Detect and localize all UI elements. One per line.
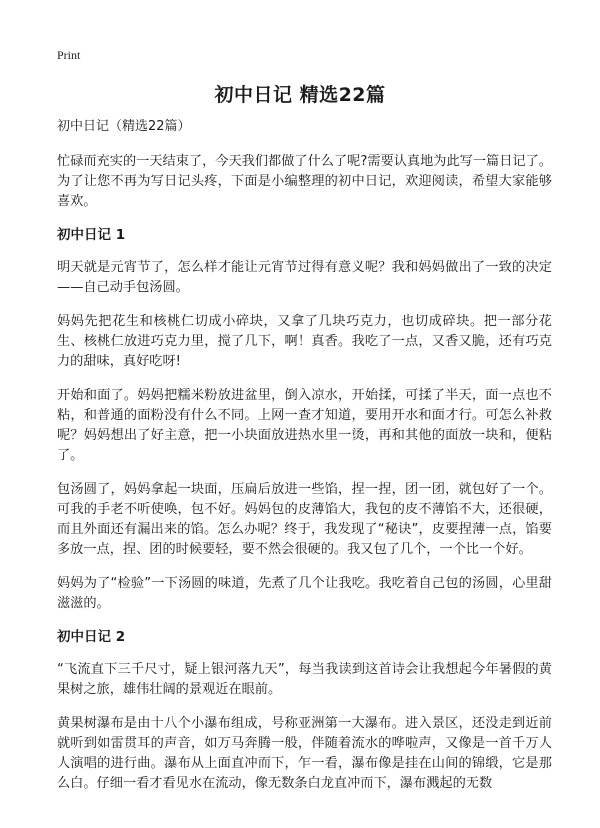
section-heading: 初中日记 2 <box>57 629 126 645</box>
diary-section-2 <box>57 628 552 794</box>
paragraph: 包汤圆了，妈妈拿起一块面，压扁后放进一些馅，捏一捏，团一团，就包好了一个。可我的手老不听使唤，包不好。妈妈包的皮薄馅大，我包的皮不薄馅不大，还很硬，而且外面还有漏出来的馅。怎么办呢？终于，我发现了“秘诀”，皮要捏薄一点，馅要多放一点，捏、团的时候要轻，要不然会很硬的。我又包了几个，一个比一个好。 <box>57 482 552 557</box>
section-heading: 初中日记 1 <box>57 227 126 243</box>
paragraph: 明天就是元宵节了，怎么样才能让元宵节过得有意义呢？我和妈妈做出了一致的决定——自己动手包汤圆。 <box>57 260 552 295</box>
print-link[interactable]: Print <box>57 48 81 62</box>
paragraph: 妈妈先把花生和核桃仁切成小碎块，又拿了几块巧克力，也切成碎块。把一部分花生、核桃仁放进巧克力里，搅了几下，啊！真香。我吃了一点，又香又脆，还有巧克力的甜味，真好吃呀! <box>57 314 552 369</box>
paragraph: “飞流直下三千尺寸，疑上银河落九天”，每当我读到这首诗会让我想起今年暑假的黄果树之旅，雄伟壮阔的景观近在眼前。 <box>57 662 552 697</box>
page-title: 初中日记 精选22篇 <box>214 84 386 106</box>
diary-section-1 <box>57 226 552 614</box>
intro-paragraph: 忙碌而充实的一天结束了，今天我们都做了什么了呢?需要认真地为此写一篇日记了。为了让您不再为写日记头疼，下面是小编整理的初中日记，欢迎阅读，希望大家能够喜欢。 <box>57 154 552 209</box>
article-body <box>57 118 552 808</box>
paragraph: 妈妈为了“检验”一下汤圆的味道，先煮了几个让我吃。我吃着自己包的汤圆，心里甜滋滋的。 <box>57 576 552 611</box>
paragraph: 黄果树瀑布是由十八个小瀑布组成，号称亚洲第一大瀑布。进入景区，还没走到近前就听到如雷贯耳的声音，如万马奔腾一般，伴随着流水的哗啦声，又像是一首千万人人演唱的进行曲。瀑布从上面直冲而下，乍一看，瀑布像是挂在山间的锦缎，它是那么白。仔细一看才看见水在流动，像无数条白龙直冲而下，瀑布溅起的无数 <box>57 716 552 791</box>
paragraph: 开始和面了。妈妈把糯米粉放进盆里，倒入凉水，开始揉，可揉了半天，面一点也不粘，和普通的面粉没有什么不同。上网一查才知道，要用开水和面才行。可怎么补救呢？妈妈想出了好主意，把一小块面放进热水里一烫，再和其他的面放一块和，便粘了。 <box>57 388 552 463</box>
article-subtitle: 初中日记（精选22篇） <box>57 119 191 134</box>
